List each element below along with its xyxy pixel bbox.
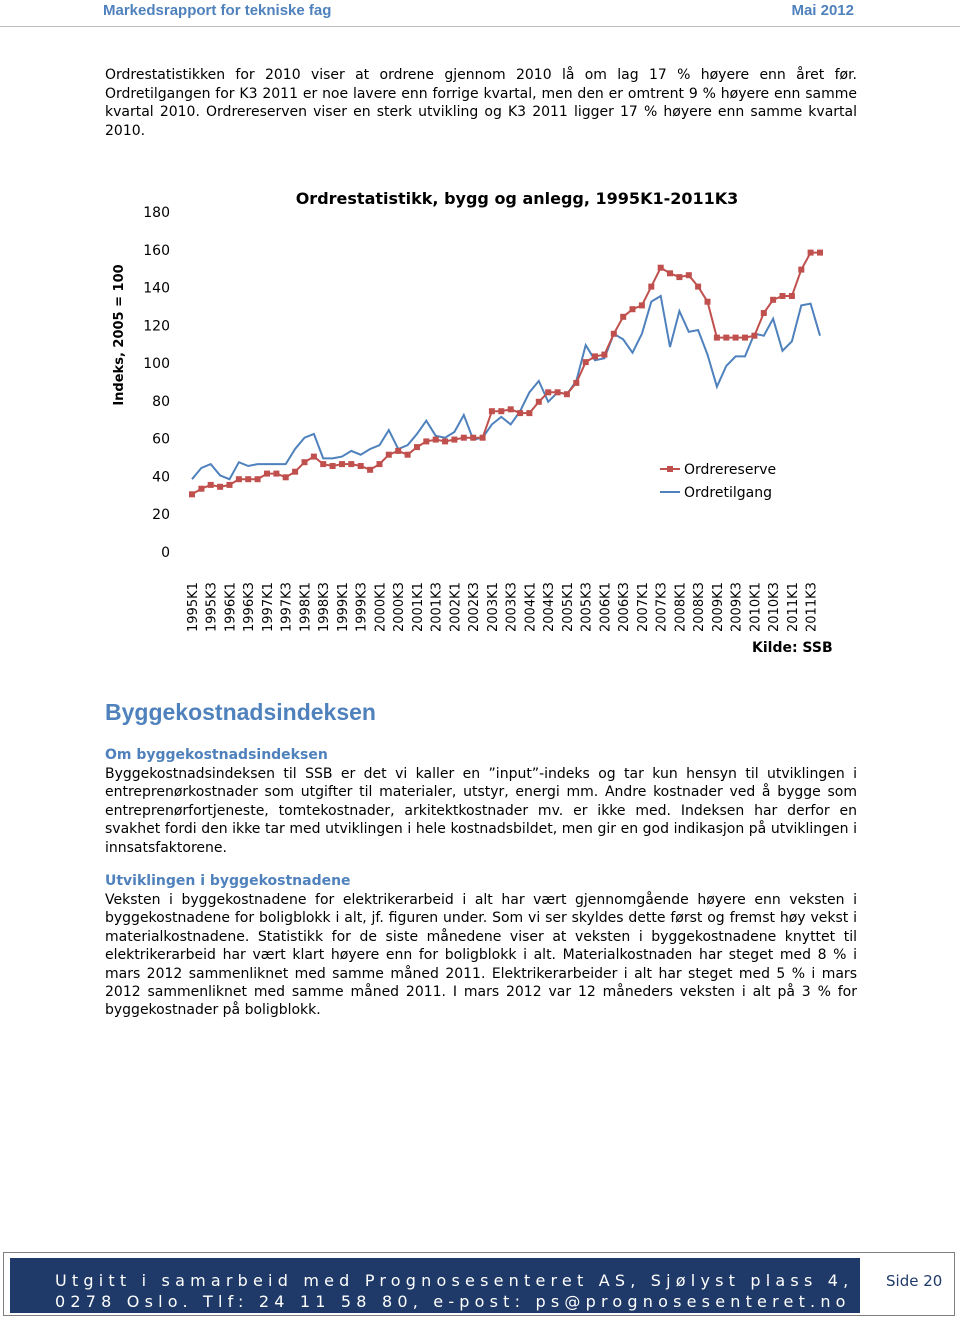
y-tick-label: 20 — [152, 507, 170, 524]
data-point-ordrereserve — [208, 482, 214, 488]
data-point-ordrereserve — [395, 448, 401, 454]
page-header — [0, 0, 960, 26]
x-tick-label: 2011K3 — [804, 582, 820, 632]
data-point-ordrereserve — [555, 389, 561, 395]
y-tick-label: 180 — [143, 205, 170, 221]
data-point-ordrereserve — [526, 410, 532, 416]
x-tick-label: 2000K1 — [373, 582, 389, 632]
data-point-ordrereserve — [489, 408, 495, 414]
data-point-ordrereserve — [245, 476, 251, 482]
subheading-development: Utviklingen i byggekostnadene — [105, 873, 351, 889]
x-tick-label: 2003K1 — [485, 582, 501, 632]
y-tick-label: 60 — [152, 431, 170, 448]
y-tick-label: 80 — [152, 393, 170, 410]
data-point-ordrereserve — [414, 444, 420, 450]
data-point-ordrereserve — [601, 352, 607, 358]
data-point-ordrereserve — [189, 491, 195, 497]
data-point-ordrereserve — [583, 359, 589, 365]
x-tick-label: 2010K1 — [748, 582, 764, 632]
data-point-ordrereserve — [798, 267, 804, 273]
data-point-ordrereserve — [751, 333, 757, 339]
legend-label: Ordretilgang — [684, 485, 772, 501]
x-tick-label: 2007K3 — [654, 582, 670, 632]
data-point-ordrereserve — [461, 435, 467, 441]
chart-svg — [100, 180, 840, 670]
x-tick-label: 1998K1 — [298, 582, 314, 632]
data-point-ordrereserve — [648, 284, 654, 290]
x-tick-label: 1997K1 — [260, 582, 276, 632]
page-number: Side 20 — [886, 1272, 943, 1290]
data-point-ordrereserve — [545, 389, 551, 395]
x-tick-label: 2000K3 — [392, 582, 408, 632]
x-tick-label: 2008K1 — [673, 582, 689, 632]
x-tick-label: 2011K1 — [785, 582, 801, 632]
data-point-ordrereserve — [573, 380, 579, 386]
y-tick-label: 100 — [143, 356, 170, 373]
data-point-ordrereserve — [658, 265, 664, 271]
data-point-ordrereserve — [733, 335, 739, 341]
data-point-ordrereserve — [470, 435, 476, 441]
section-title: Byggekostnadsindeksen — [105, 699, 376, 725]
x-tick-label: 2001K1 — [410, 582, 426, 632]
data-point-ordrereserve — [217, 484, 223, 490]
x-tick-label: 2009K3 — [729, 582, 745, 632]
data-point-ordrereserve — [630, 306, 636, 312]
x-tick-label: 1995K1 — [186, 582, 201, 632]
series-line-ordretilgang — [192, 296, 820, 479]
data-point-ordrereserve — [451, 437, 457, 443]
x-tick-label: 2004K1 — [523, 582, 539, 632]
data-point-ordrereserve — [405, 452, 411, 458]
x-tick-label: 2006K1 — [598, 582, 614, 632]
data-point-ordrereserve — [302, 459, 308, 465]
data-point-ordrereserve — [592, 353, 598, 359]
data-point-ordrereserve — [761, 310, 767, 316]
x-tick-label: 2010K3 — [767, 582, 783, 632]
chart-source: Kilde: SSB — [752, 640, 833, 656]
x-tick-label: 2007K1 — [635, 582, 651, 632]
data-point-ordrereserve — [358, 463, 364, 469]
x-tick-label: 2002K3 — [467, 582, 483, 632]
x-tick-label: 2006K3 — [617, 582, 633, 632]
subheading-about: Om byggekostnadsindeksen — [105, 747, 328, 763]
data-point-ordrereserve — [339, 461, 345, 467]
data-point-ordrereserve — [517, 410, 523, 416]
data-point-ordrereserve — [377, 461, 383, 467]
data-point-ordrereserve — [264, 471, 270, 477]
data-point-ordrereserve — [714, 335, 720, 341]
footer-address-line1: Utgitt i samarbeid med Prognosesenteret AS, Sjølyst plass 4, — [55, 1271, 854, 1290]
y-tick-label: 0 — [161, 545, 170, 561]
header-divider — [0, 26, 960, 27]
x-tick-label: 2001K3 — [429, 582, 445, 632]
data-point-ordrereserve — [348, 461, 354, 467]
order-chart — [100, 180, 840, 670]
chart-y-axis-label: Indeks, 2005 = 100 — [112, 264, 127, 406]
chart-title: Ordrestatistikk, bygg og anlegg, 1995K1-2011K3 — [295, 189, 739, 208]
data-point-ordrereserve — [611, 331, 617, 337]
x-tick-label: 2003K3 — [504, 582, 520, 632]
data-point-ordrereserve — [639, 302, 645, 308]
data-point-ordrereserve — [676, 274, 682, 280]
x-tick-label: 1996K3 — [242, 582, 258, 632]
x-tick-label: 2009K1 — [710, 582, 726, 632]
data-point-ordrereserve — [386, 452, 392, 458]
data-point-ordrereserve — [742, 335, 748, 341]
data-point-ordrereserve — [508, 406, 514, 412]
x-tick-label: 1998K3 — [317, 582, 333, 632]
data-point-ordrereserve — [273, 471, 279, 477]
data-point-ordrereserve — [620, 314, 626, 320]
data-point-ordrereserve — [789, 293, 795, 299]
data-point-ordrereserve — [292, 469, 298, 475]
data-point-ordrereserve — [311, 454, 317, 460]
data-point-ordrereserve — [770, 297, 776, 303]
y-tick-label: 120 — [143, 318, 170, 335]
data-point-ordrereserve — [686, 272, 692, 278]
x-tick-label: 1996K1 — [223, 582, 239, 632]
legend-label: Ordrereserve — [684, 462, 777, 478]
x-tick-label: 1999K3 — [354, 582, 370, 632]
data-point-ordrereserve — [227, 482, 233, 488]
data-point-ordrereserve — [705, 299, 711, 305]
data-point-ordrereserve — [433, 437, 439, 443]
data-point-ordrereserve — [564, 391, 570, 397]
data-point-ordrereserve — [198, 486, 204, 492]
y-tick-label: 160 — [143, 242, 170, 259]
data-point-ordrereserve — [480, 435, 486, 441]
x-tick-label: 2004K3 — [542, 582, 558, 632]
paragraph-development: Veksten i byggekostnadene for elektrikerarbeid i alt har vært gjennomgående høyere enn veksten i byggekostnadene for boligblokk i alt, jf. figuren under. Som vi ser skyldes dette først og fremst høy vekst i materialkostnadene. Statistikk for de siste månedene viser at veksten i byggekostnadene knyttet til elektrikerarbeid har vært klart høyere enn for boligblokk i alt. Materialkostnaden har steget med 8 % i mars 2012 sammenliknet med samme måned 2011. Elektrikerarbeider i alt har steget med 5 % i mars 2012 sammenliknet med samme måned 2011. I mars 2012 var 12 måneders veksten i alt på 3 % for byggekostnader på boligblokk. — [105, 892, 857, 1019]
x-tick-label: 2008K3 — [692, 582, 708, 632]
x-tick-label: 2005K1 — [560, 582, 576, 632]
report-date: Mai 2012 — [791, 2, 854, 19]
x-tick-label: 1995K3 — [204, 582, 220, 632]
data-point-ordrereserve — [667, 270, 673, 276]
data-point-ordrereserve — [255, 476, 261, 482]
series-line-ordrereserve — [192, 253, 820, 495]
data-point-ordrereserve — [283, 474, 289, 480]
data-point-ordrereserve — [442, 438, 448, 444]
data-point-ordrereserve — [723, 335, 729, 341]
data-point-ordrereserve — [780, 293, 786, 299]
x-tick-label: 1999K1 — [335, 582, 351, 632]
data-point-ordrereserve — [536, 399, 542, 405]
data-point-ordrereserve — [817, 250, 823, 256]
data-point-ordrereserve — [367, 467, 373, 473]
report-title: Markedsrapport for tekniske fag — [103, 2, 332, 19]
x-tick-label: 2005K3 — [579, 582, 595, 632]
legend-marker — [667, 466, 673, 472]
data-point-ordrereserve — [808, 250, 814, 256]
x-tick-label: 2002K1 — [448, 582, 464, 632]
footer-address-line2: 0278 Oslo. Tlf: 24 11 58 80, e-post: ps@prognosesenteret.no — [55, 1292, 851, 1311]
intro-paragraph: Ordrestatistikken for 2010 viser at ordrene gjennom 2010 lå om lag 17 % høyere enn året før. Ordretilgangen for K3 2011 er noe lavere enn forrige kvartal, men den er omtrent 9 % høyere enn samme kvartal 2010. Ordrereserven viser en sterk utvikling og K3 2011 ligger 17 % høyere enn samme kvartal 2010. — [105, 67, 857, 139]
data-point-ordrereserve — [236, 476, 242, 482]
paragraph-about: Byggekostnadsindeksen til SSB er det vi kaller en ”input”-indeks og tar kun hensyn til utviklingen i entreprenørkostnader som utgifter til materialer, utstyr, energi mm. Andre kostnader ved å bygge som entreprenørfortjeneste, tomtekostnader, arkitektkostnader mv. er ikke med. Indeksen har derfor en svakhet fordi den ikke tar med utviklingen i hele kostnadsbildet, men gir en god indikasjon på utviklingen i innsatsfaktorene. — [105, 766, 857, 856]
data-point-ordrereserve — [423, 438, 429, 444]
x-tick-label: 1997K3 — [279, 582, 295, 632]
y-tick-label: 140 — [143, 280, 170, 297]
data-point-ordrereserve — [330, 463, 336, 469]
y-tick-label: 40 — [152, 469, 170, 486]
data-point-ordrereserve — [320, 461, 326, 467]
data-point-ordrereserve — [695, 284, 701, 290]
chart-legend — [660, 462, 776, 501]
data-point-ordrereserve — [498, 408, 504, 414]
